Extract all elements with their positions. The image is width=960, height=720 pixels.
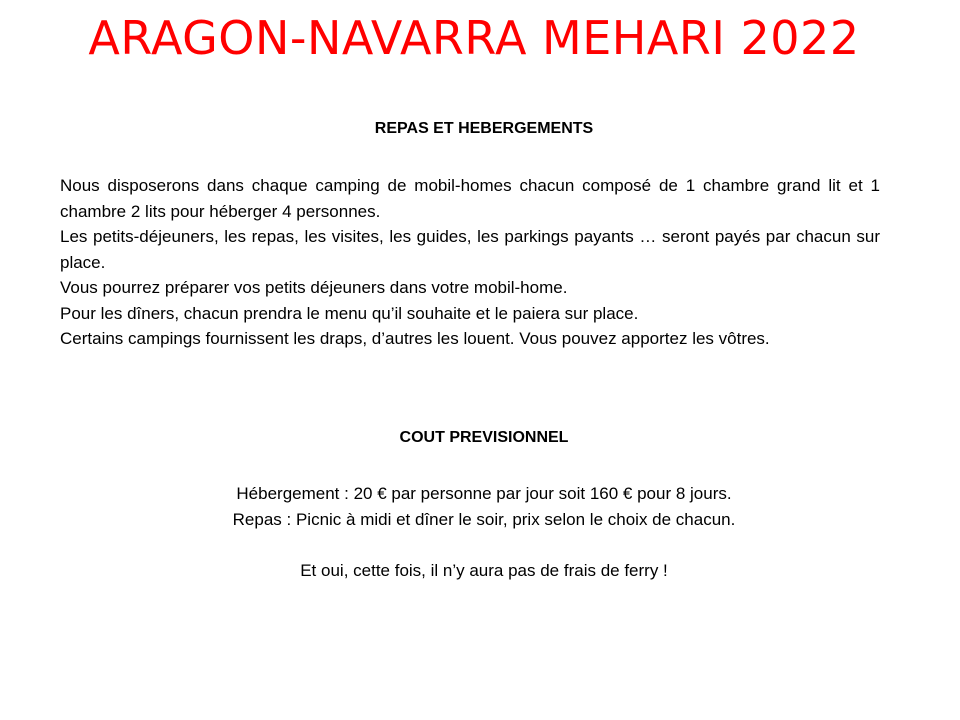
meals-paragraph: Les petits-déjeuners, les repas, les visites, les guides, les parkings payants … seront payés par chacun sur place. [60, 227, 880, 272]
cost-line-lodging: Hébergement : 20 € par personne par jour soit 160 € pour 8 jours. [236, 484, 732, 503]
meals-paragraph: Certains campings fournissent les draps, d’autres les louent. Vous pouvez apportez les vôtres. [60, 329, 770, 348]
slide-title: ARAGON-NAVARRA MEHARI 2022 [88, 11, 860, 65]
meals-paragraph: Nous disposerons dans chaque camping de mobil-homes chacun composé de 1 chambre grand lit et 1 chambre 2 lits pour héberger 4 personnes. [60, 176, 880, 221]
cost-line-meals: Repas : Picnic à midi et dîner le soir, prix selon le choix de chacun. [232, 509, 736, 529]
closing-line: Et oui, cette fois, il n’y aura pas de frais de ferry ! [300, 560, 668, 580]
section-heading-meals: REPAS ET HEBERGEMENTS [374, 120, 594, 137]
spacer [0, 532, 960, 558]
meals-paragraphs [60, 173, 880, 352]
section-heading-cost: COUT PREVISIONNEL [399, 429, 569, 446]
meals-paragraph: Vous pourrez préparer vos petits déjeuners dans votre mobil-home. [60, 278, 568, 297]
meals-paragraph: Pour les dîners, chacun prendra le menu qu’il souhaite et le paiera sur place. [60, 303, 639, 323]
cost-lines [0, 481, 960, 583]
